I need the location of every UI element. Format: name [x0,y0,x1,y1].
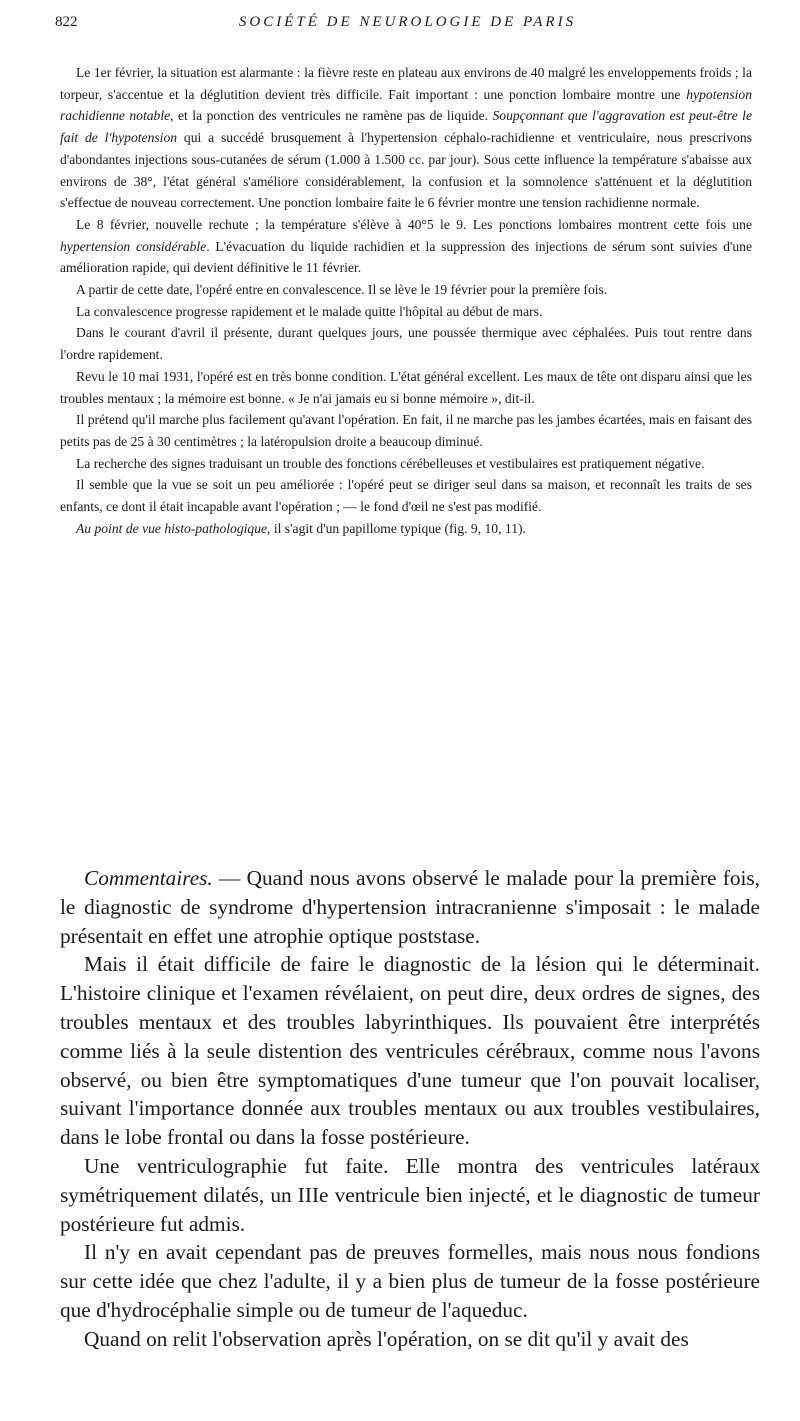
commentary-paragraph [60,1325,760,1354]
observation-paragraph [60,518,752,540]
text-run: Mais il était difficile de faire le diagnostic de la lésion qui le déterminait. L'histoire clinique et l'examen révélaient, on peut dire, deux ordres de signes, des troubles mentaux et des troubles labyrinthiques. Ils pouvaient être interprétés comme liés à la seule distention des ventricules cérébraux, comme nous l'avons observé, ou bien être symptomatiques d'une tumeur que l'on pouvait localiser, suivant l'importance donnée aux troubles mentaux ou aux troubles vestibulaires, dans le lobe frontal ou dans la fosse postérieure. [60,952,760,1150]
text-run: qui a succédé brusquement à l'hypertension céphalo-rachidienne et ventriculaire, nous prescrivons d'abondantes injections sous-cutanées de sérum (1.000 à 1.500 cc. par jour). Sous cette influence la température s'abaisse aux environs de 38°, l'état général s'améliore considérablement, la confusion et la somnolence s'atténuent et la déglutition s'effectue de nouveau correctement. Une ponction lombaire faite le 6 février montre une tension rachidienne normale. [60,130,752,211]
text-run: , et la ponction des ventricules ne ramène pas de liquide. [170,108,493,124]
commentary-paragraph [60,950,760,1152]
observation-paragraph [60,409,752,452]
text-run: Dans le courant d'avril il présente, durant quelques jours, une poussée thermique avec céphalées. Puis tout rentre dans l'ordre rapidement. [60,325,752,363]
text-run: Le 8 février, nouvelle rechute ; la température s'élève à 40°5 le 9. Les ponctions lombaires montrent cette fois une [76,216,752,232]
text-run: — Quand nous avons observé le malade pour la première fois, le diagnostic de syndrome d'hypertension intracranienne s'imposait : le malade présentait en effet une atrophie optique poststase. [60,866,760,948]
text-run: Il semble que la vue se soit un peu améliorée : l'opéré peut se diriger seul dans sa maison, et reconnaît les traits de ses enfants, ce dont il était incapable avant l'opération ; — le fond d'œil ne s'est pas modifié. [60,477,752,515]
commentary-paragraph [60,864,760,950]
observation-paragraph [60,322,752,365]
text-run: , il s'agit d'un papillome typique (fig. 9, 10, 11). [267,520,526,536]
running-head [55,14,760,31]
page-number: 822 [55,14,78,30]
observation-paragraph [60,301,752,323]
observation-paragraph [60,453,752,475]
observation-paragraph [60,279,752,301]
observation-paragraph [60,214,752,279]
text-run: Le 1er février, la situation est alarmante : la fièvre reste en plateau aux environs de 40 malgré les enveloppements froids ; la torpeur, s'accentue et la déglutition devient très difficile. Fait important : une ponction lombaire montre une [60,65,752,102]
text-run: Quand on relit l'observation après l'opération, on se dit qu'il y avait des [84,1326,689,1351]
commentary-text [60,864,760,1354]
observation-paragraph [60,366,752,409]
italic-text-run: hypertension considérable [60,238,207,254]
italic-text-run: Commentaires. [84,866,213,890]
text-run: . L'évacuation du liquide rachidien et la suppression des injections de sérum sont suivies d'une amélioration rapide, qui devient définitive le 11 février. [60,238,752,276]
italic-text-run: Soupçonnant que l'aggravation est peut-être le fait de l'hypotension [60,108,752,146]
running-title: SOCIÉTÉ DE NEUROLOGIE DE PARIS [238,14,577,30]
italic-text-run: Au point de vue histo-pathologique [76,520,268,536]
text-run: Il n'y en avait cependant pas de preuves formelles, mais nous nous fondions sur cette idée que chez l'adulte, il y a bien plus de tumeur de la fosse postérieure que d'hydrocéphalie simple ou de tumeur de l'aqueduc. [60,1240,760,1322]
text-run: La recherche des signes traduisant un trouble des fonctions cérébelleuses et vestibulaires est pratiquement négative. [76,455,705,471]
commentary-paragraph [60,1238,760,1324]
text-run: La convalescence progresse rapidement et le malade quitte l'hôpital au début de mars. [76,303,543,319]
case-observation-text [60,62,752,539]
text-run: A partir de cette date, l'opéré entre en convalescence. Il se lève le 19 février pour la première fois. [76,282,608,298]
text-run: Une ventriculographie fut faite. Elle montra des ventricules latéraux symétriquement dilatés, un IIIe ventricule bien injecté, et le diagnostic de tumeur postérieure fut admis. [60,1153,760,1236]
observation-paragraph [60,474,752,517]
observation-paragraph [60,62,752,214]
text-run: Il prétend qu'il marche plus facilement qu'avant l'opération. En fait, il ne marche pas les jambes écartées, mais en faisant des petits pas de 25 à 30 centimètres ; la latéropulsion droite a beaucoup diminué. [60,412,752,449]
commentary-paragraph [60,1152,760,1238]
italic-text-run: hypotension rachidienne notable [60,86,752,124]
text-run: Revu le 10 mai 1931, l'opéré est en très bonne condition. L'état général excellent. Les maux de tête ont disparu ainsi que les troubles mentaux ; la mémoire est bonne. « Je n'ai jamais eu si bonne mémoire », dit-il. [60,368,752,406]
